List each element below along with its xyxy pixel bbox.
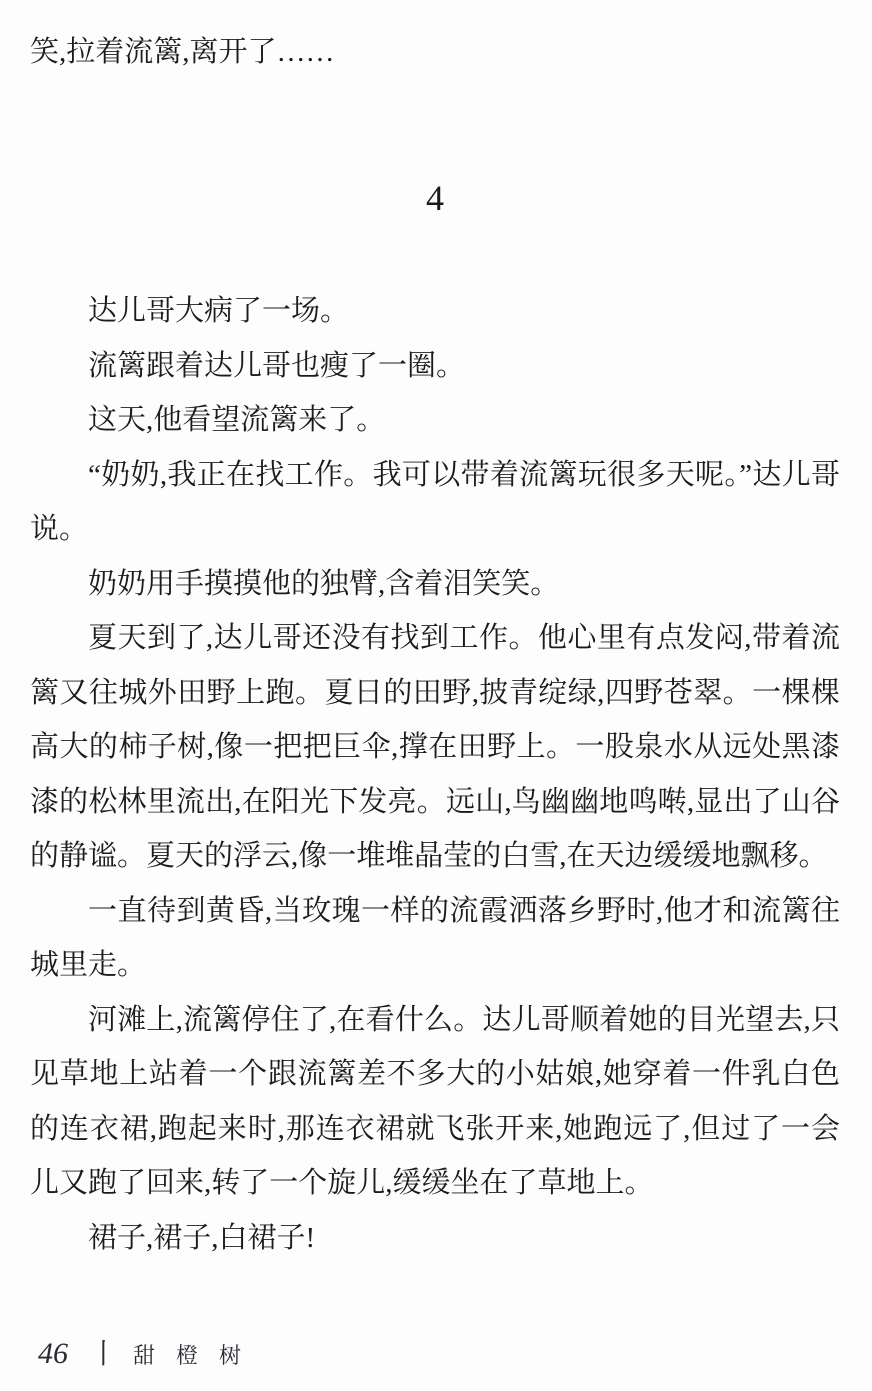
paragraph: 达儿哥大病了一场。	[88, 295, 350, 327]
paragraph: “奶奶,我正在找工作。我可以带着流篱玩很多天呢。”达儿哥说。	[30, 458, 840, 545]
page-number: 46	[38, 1337, 68, 1370]
chapter-number: 4	[426, 178, 444, 218]
paragraph: 河滩上,流篱停住了,在看什么。达儿哥顺着她的目光望去,只见草地上站着一个跟流篱差不多大的小姑娘,她穿着一件乳白色的连衣裙,跑起来时,那连衣裙就飞张开来,她跑远了,但过了一会儿又跑了回来,转了一个旋儿,缓缓坐在了草地上。	[30, 1003, 840, 1199]
paragraph: 流篱跟着达儿哥也瘦了一圈。	[88, 349, 466, 382]
paragraph: 奶奶用手摸摸他的独臂,含着泪笑笑。	[88, 567, 560, 600]
paragraph: 这天,他看望流篱来了。	[88, 404, 386, 436]
paragraph: 夏天到了,达儿哥还没有找到工作。他心里有点发闷,带着流篱又往城外田野上跑。夏日的田野,披青绽绿,四野苍翠。一棵棵高大的柿子树,像一把把巨伞,撑在田野上。一股泉水从远处黑漆漆的松林里流出,在阳光下发亮。远山,鸟幽幽地鸣啭,显出了山谷的静谧。夏天的浮云,像一堆堆晶莹的白雪,在天边缓缓地飘移。	[30, 622, 840, 872]
continuation-line: 笑,拉着流篱,离开了……	[30, 36, 335, 68]
paragraph: 一直待到黄昏,当玫瑰一样的流霞洒落乡野时,他才和流篱往城里走。	[30, 894, 840, 981]
footer-separator: 丨	[94, 1338, 113, 1369]
page-footer	[38, 1339, 262, 1369]
paragraph: 裙子,裙子,白裙子!	[88, 1221, 316, 1254]
book-title: 甜橙树	[133, 1342, 263, 1368]
page-body	[30, 284, 840, 1265]
